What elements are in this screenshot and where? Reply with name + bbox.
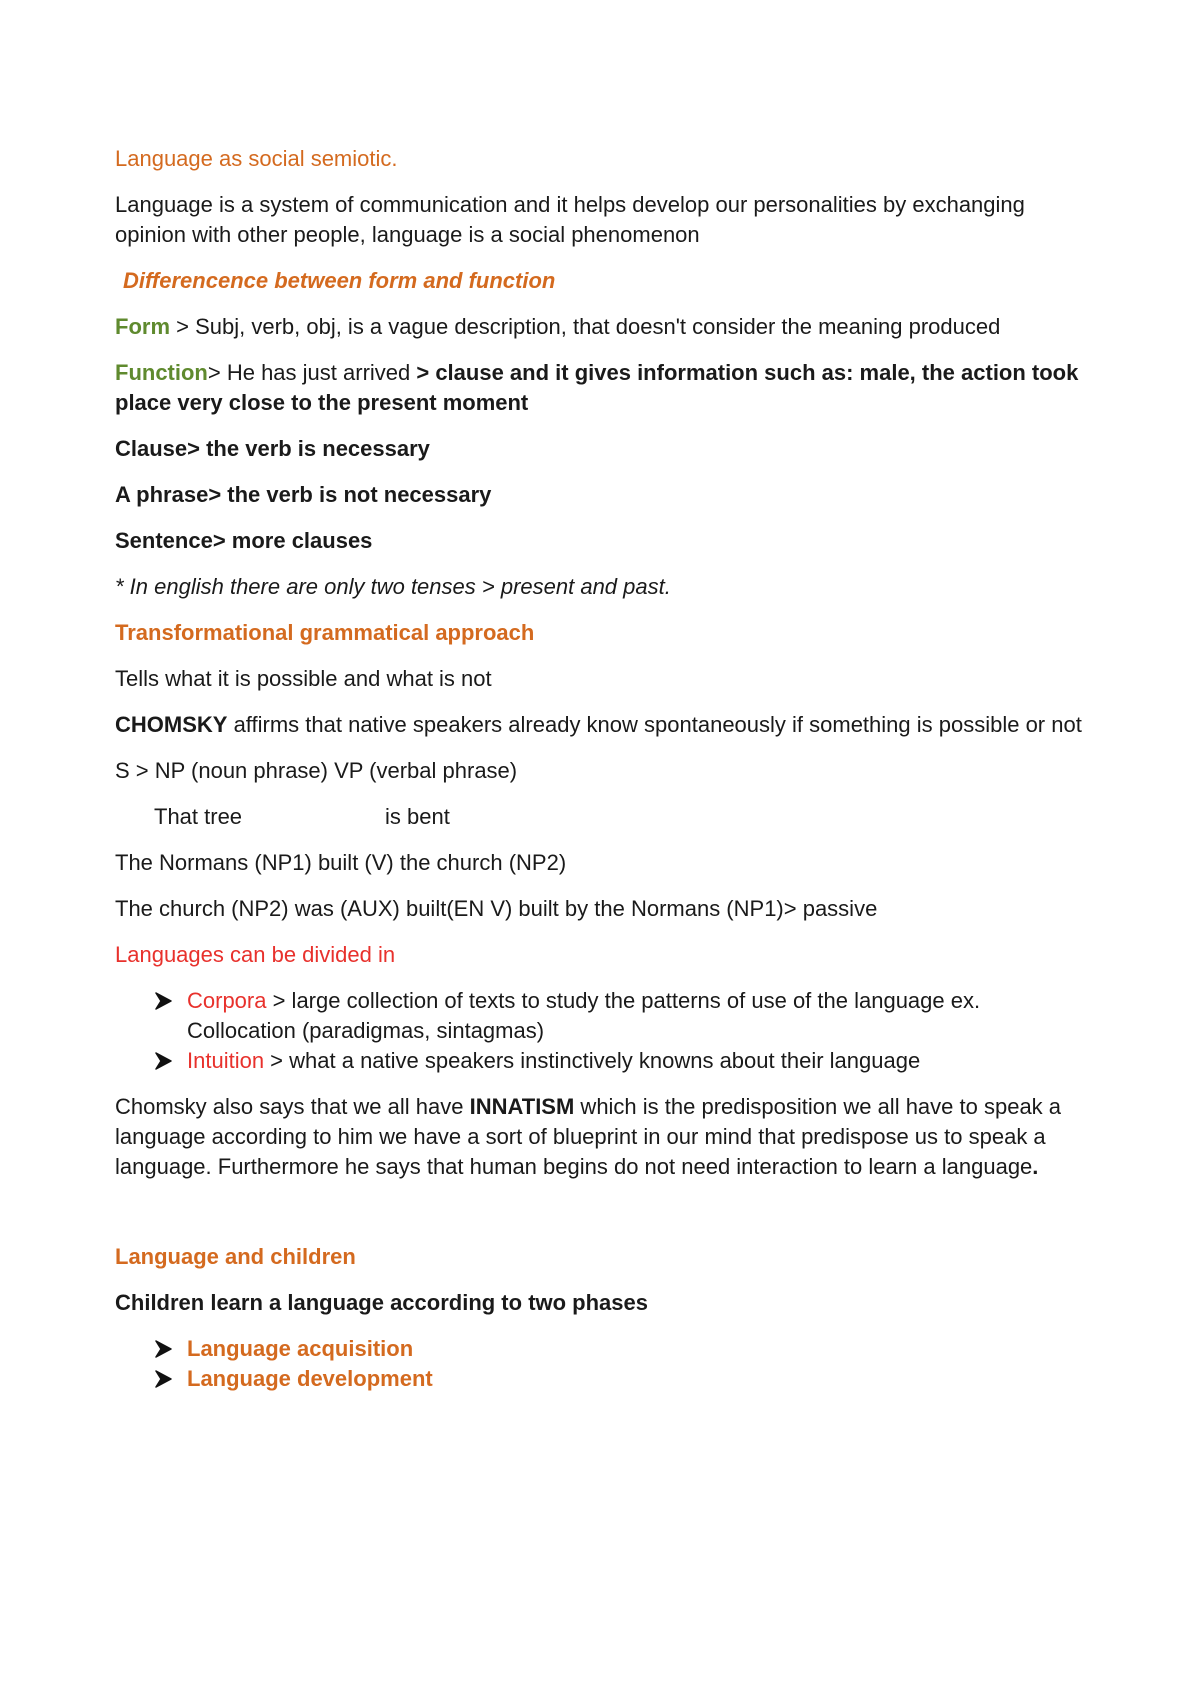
normans-passive-line: The church (NP2) was (AUX) built(EN V) built by the Normans (NP1)> passive [115, 896, 878, 921]
corpora-term: Corpora [187, 988, 267, 1013]
intuition-term: Intuition [187, 1048, 265, 1073]
list-item-intuition [155, 1046, 1095, 1076]
arrowhead-bullet-icon [155, 992, 177, 1010]
children-intro: Children learn a language according to two phases [115, 1290, 648, 1315]
form-label: Form [115, 314, 170, 339]
sentence-line: Sentence> more clauses [115, 528, 373, 553]
spacer [115, 1198, 1095, 1242]
form-paragraph [115, 312, 1095, 342]
list-item-acquisition [155, 1334, 1095, 1364]
function-label: Function [115, 360, 208, 385]
s-rule-line: S > NP (noun phrase) VP (verbal phrase) [115, 758, 518, 783]
tga-heading: Transformational grammatical approach [115, 620, 535, 645]
clause-line: Clause> the verb is necessary [115, 436, 430, 461]
chomsky-paragraph [115, 710, 1095, 740]
arrowhead-bullet-icon [155, 1052, 177, 1070]
tree-vp: is bent [385, 804, 450, 829]
list-item-corpora [155, 986, 1095, 1046]
document-body [115, 144, 1095, 1410]
divisions-list [115, 986, 1095, 1076]
innatism-post: which is the predisposition we all have to speak a language according to him we have a sort of blueprint in our mind that predispose us to speak a language. Furthermore he says that human begins do not need interaction to learn a language [115, 1094, 1062, 1179]
function-bold-text: > clause and it gives information such as: male, the action took place very close to the present moment [115, 360, 1079, 415]
function-text: > He has just arrived [207, 360, 417, 385]
diff-heading: Differencence between form and function [123, 268, 556, 293]
list-item-development [155, 1364, 1095, 1394]
tree-np: That tree [154, 804, 243, 829]
divided-heading: Languages can be divided in [115, 942, 396, 967]
children-heading: Language and children [115, 1244, 356, 1269]
title-heading: Language as social semiotic. [115, 146, 398, 171]
normans-active-line: The Normans (NP1) built (V) the church (NP2) [115, 850, 567, 875]
tree-example-line [115, 802, 1095, 832]
tenses-note: * In english there are only two tenses > present and past. [115, 574, 671, 599]
innatism-end: . [1032, 1154, 1039, 1179]
intro-paragraph: Language is a system of communication and it helps develop our personalities by exchanging opinion with other people, language is a social phenomenon [115, 192, 1025, 247]
intuition-text: > what a native speakers instinctively knowns about their language [264, 1048, 921, 1073]
innatism-paragraph [115, 1092, 1095, 1182]
arrowhead-bullet-icon [155, 1370, 177, 1388]
chomsky-text: affirms that native speakers already know spontaneously if something is possible or not [227, 712, 1082, 737]
innatism-label: INNATISM [469, 1094, 575, 1119]
chomsky-label: CHOMSKY [115, 712, 228, 737]
phrase-line: A phrase> the verb is not necessary [115, 482, 492, 507]
arrowhead-bullet-icon [155, 1340, 177, 1358]
function-paragraph [115, 358, 1095, 418]
tells-line: Tells what it is possible and what is not [115, 666, 492, 691]
phase-development: Language development [187, 1366, 433, 1391]
phase-acquisition: Language acquisition [187, 1336, 414, 1361]
phases-list [115, 1334, 1095, 1394]
corpora-text: > large collection of texts to study the patterns of use of the language ex. Collocation (paradigmas, sintagmas) [187, 988, 981, 1043]
form-text: > Subj, verb, obj, is a vague description, that doesn't consider the meaning produced [170, 314, 1001, 339]
innatism-pre: Chomsky also says that we all have [115, 1094, 470, 1119]
